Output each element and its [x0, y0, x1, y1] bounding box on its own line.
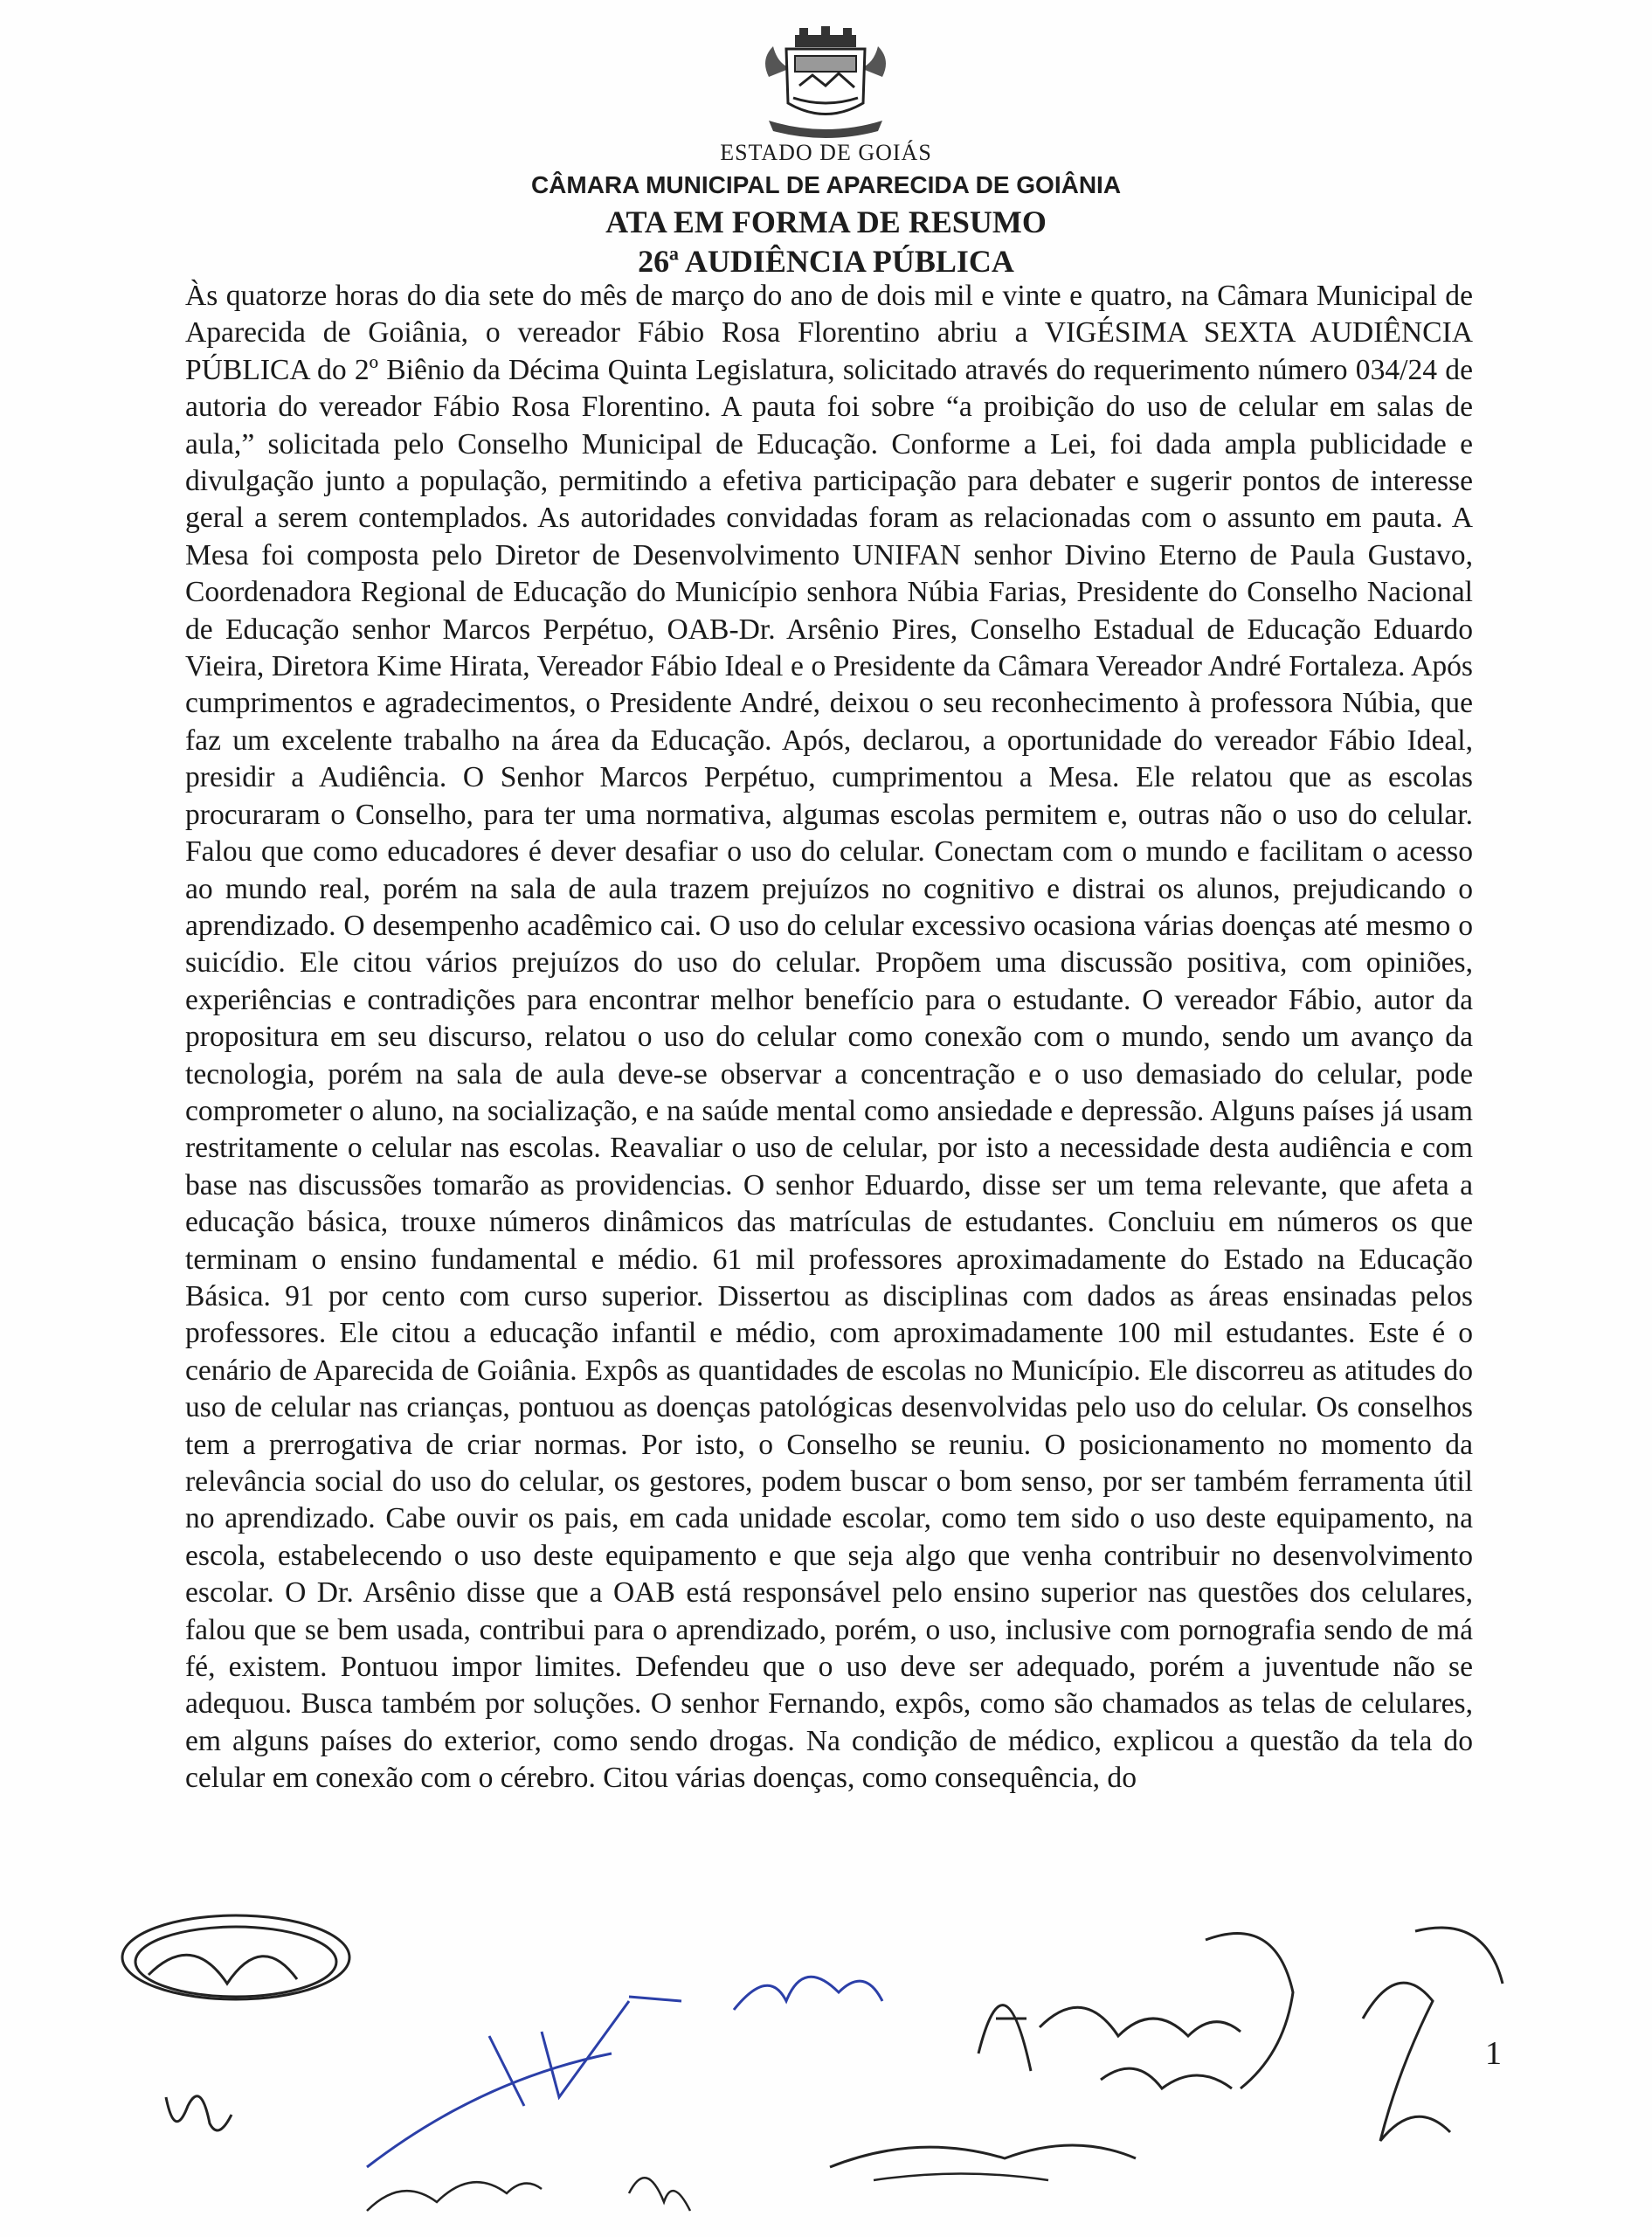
- signature-blue-1: [367, 1997, 681, 2167]
- signature-blue-2: [734, 1977, 882, 2010]
- chamber-heading: CÂMARA MUNICIPAL DE APARECIDA DE GOIÂNIA: [530, 171, 1122, 198]
- signature-bottom-center-2: [874, 2174, 1048, 2181]
- document-title: ATA EM FORMA DE RESUMO: [605, 204, 1047, 239]
- signature-bottom-center: [830, 2145, 1136, 2167]
- signature-low-left: [367, 2182, 542, 2211]
- signatures-area: [0, 1879, 1652, 2237]
- signature-right: [1363, 1928, 1503, 2141]
- signature-small: [629, 2178, 690, 2211]
- signature-scribble-1: [122, 1915, 349, 1999]
- signature-initials-left: [166, 2096, 232, 2130]
- document-subtitle: 26ª AUDIÊNCIA PÚBLICA: [638, 244, 1014, 279]
- page-number: 1: [1485, 2035, 1502, 2072]
- state-heading: ESTADO DE GOIÁS: [720, 140, 932, 165]
- minutes-body-text: Às quatorze horas do dia sete do mês de março do ano de dois mil e vinte e quatro, na Câmara Municipal de Aparecida de Goiânia, o vereador Fábio Rosa Florentino abriu a VIGÉSIMA SEXTA AUDIÊNCIA PÚBLICA do 2º Biênio da Décima Quinta Legislatura, solicitado através do requerimento número 034/24 de autoria do vereador Fábio Rosa Florentino. A pauta foi sobre “a proibição do uso de celular em salas de aula,” solicitada pelo Conselho Municipal de Educação. Conforme a Lei, foi dada ampla publicidade e divulgação junto a população, permitindo a efetiva participação para debater e sugerir pontos de interesse geral a serem contemplados. As autoridades convidadas foram as relacionadas com o assunto em pauta. A Mesa foi composta pelo Diretor de Desenvolvimento UNIFAN senhor Divino Eterno de Paula Gustavo, Coordenadora Regional de Educação do Município senhora Núbia Farias, Presidente do Conselho Nacional de Educação senhor Marcos Perpétuo, OAB-Dr. Arsênio Pires, Conselho Estadual de Educação Eduardo Vieira, Diretora Kime Hirata, Vereador Fábio Ideal e o Presidente da Câmara Vereador André Fortaleza. Após cumprimentos e agradecimentos, o Presidente André, deixou o seu reconhecimento à professora Núbia, que faz um excelente trabalho na área da Educação. Após, declarou, a oportunidade do vereador Fábio Ideal, presidir a Audiência. O Senhor Marcos Perpétuo, cumprimentou a Mesa. Ele relatou que as escolas procuraram o Conselho, para ter uma normativa, algumas escolas permitem e, outras não o uso do celular. Falou que como educadores é dever desafiar o uso do celular. Conectam com o mundo e facilitam o acesso ao mundo real, porém na sala de aula trazem prejuízos no cognitivo e distrai os alunos, prejudicando o aprendizado. O desempenho acadêmico cai. O uso do celular excessivo ocasiona várias doenças até mesmo o suicídio. Ele citou vários prejuízos do uso do celular. Propõem uma discussão positiva, com opiniões, experiências e contradições para encontrar melhor benefício para o estudante. O vereador Fábio, autor da propositura em seu discurso, relatou o uso do celular como conexão com o mundo, sendo um avanço da tecnologia, porém na sala de aula deve-se observar a concentração e o uso demasiado do celular, pode comprometer o aluno, na socialização, e na saúde mental como ansiedade e depressão. Alguns países já usam restritamente o celular nas escolas. Reavaliar o uso de celular, por isto a necessidade desta audiência e com base nas discussões tomarão as providencias. O senhor Eduardo, disse ser um tema relevante, que afeta a educação básica, trouxe números dinâmicos das matrículas de estudantes. Concluiu em números os que terminam o ensino fundamental e médio. 61 mil professores aproximadamente do Estado na Educação Básica. 91 por cento com curso superior. Dissertou as disciplinas com dados as áreas ensinadas pelos professores. Ele citou a educação infantil e médio, com aproximadamente 100 mil estudantes. Este é o cenário de Aparecida de Goiânia. Expôs as quantidades de escolas no Município. Ele discorreu as atitudes do uso de celular nas crianças, pontuou as doenças patológicas desenvolvidas pelo uso do celular. Os conselhos tem a prerrogativa de criar normas. Por isto, o Conselho se reuniu. O posicionamento no momento da relevância social do uso do celular, os gestores, podem buscar o bom senso, por ser também ferramenta útil no aprendizado. Cabe ouvir os pais, em cada unidade escolar, como tem sido o uso deste equipamento, na escola, estabelecendo o uso deste equipamento e que seja algo que venha contribuir no desenvolvimento escolar. O Dr. Arsênio disse que a OAB está responsável pelo ensino superior nas questões dos celulares, falou que se bem usada, contribui para o aprendizado, porém, o uso, inclusive com pornografia sendo de má fé, existem. Pontuou impor limites. Defendeu que o uso deve ser adequado, porém a juventude não se adequou. Busca também por soluções. O senhor Fernando, expôs, como são chamados as telas de celulares, em alguns países do exterior, como sendo drogas. Na condição de médico, explicou a questão da tela do celular em conexão com o cérebro. Citou várias doenças, como consequência, do: [185, 280, 1473, 1795]
- municipal-coat-of-arms: [751, 24, 900, 142]
- signature-adriana-costa: [978, 1934, 1293, 2089]
